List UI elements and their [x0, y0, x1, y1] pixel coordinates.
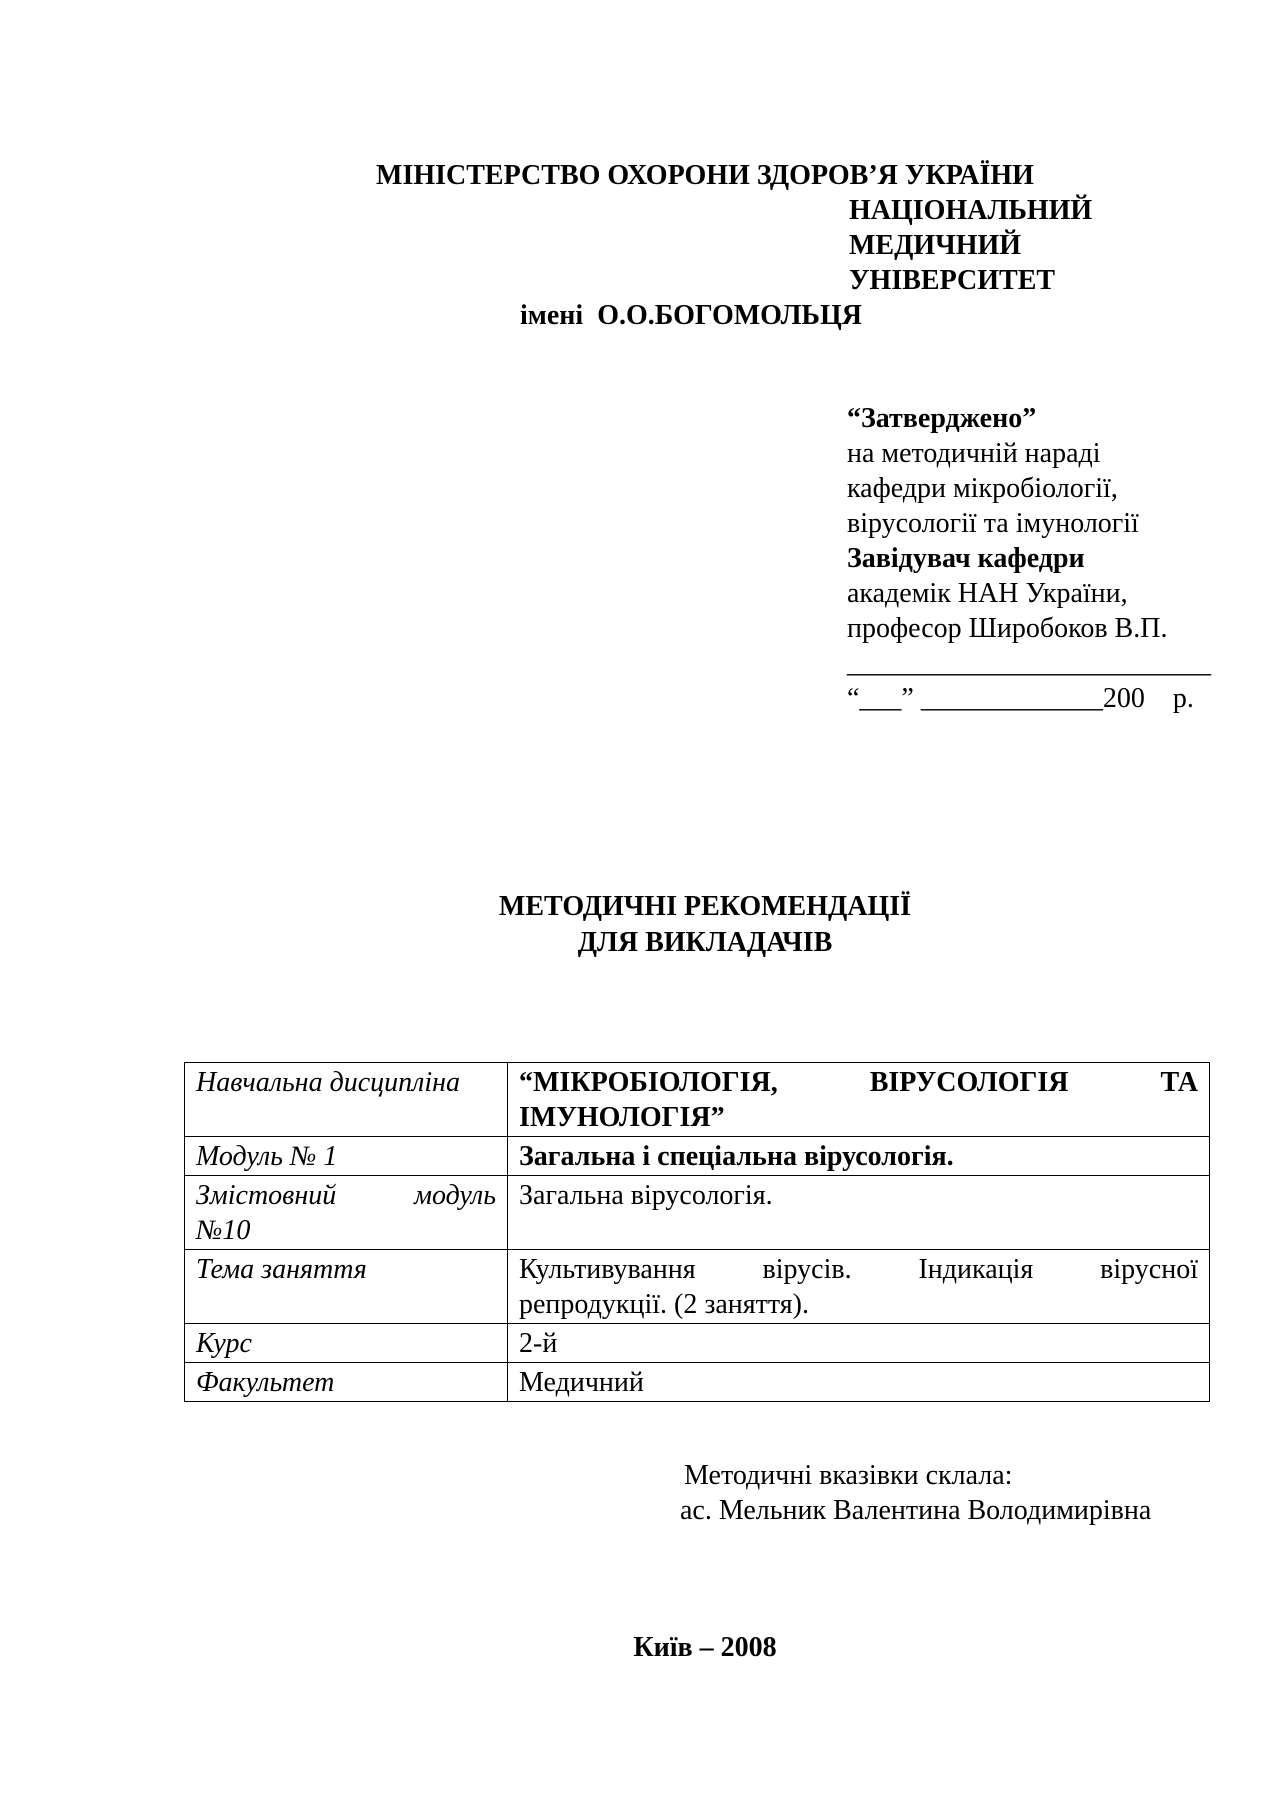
word: вірусної — [1100, 1254, 1198, 1285]
content-module-label — [185, 1176, 508, 1250]
table-row — [185, 1324, 1210, 1363]
approval-line: на методичній нараді — [847, 438, 1101, 469]
course-label: Курс — [185, 1324, 508, 1363]
approval-line: вірусології та імунології — [847, 508, 1139, 539]
signature-line: __________________________ — [847, 648, 1211, 679]
word: ВІРУСОЛОГІЯ — [869, 1067, 1069, 1098]
word: Індикація — [918, 1254, 1034, 1285]
word: Культивування — [519, 1254, 696, 1285]
table-row — [185, 1063, 1210, 1137]
named-after-name: О.О.БОГОМОЛЬЦЯ — [597, 300, 862, 331]
faculty-label: Факультет — [185, 1363, 508, 1402]
discipline-line: ІМУНОЛОГІЯ” — [519, 1102, 725, 1133]
university-line: МЕДИЧНИЙ — [849, 230, 1022, 261]
table-row — [185, 1137, 1210, 1176]
named-after-prefix: імені — [520, 300, 584, 331]
discipline-value — [508, 1063, 1210, 1137]
discipline-line — [519, 1065, 1198, 1100]
author-name: ас. Мельник Валентина Володимирівна — [680, 1495, 1152, 1526]
approval-block — [847, 401, 1211, 716]
city-year: Київ – 2008 — [633, 1632, 777, 1663]
document-title-line: ДЛЯ ВИКЛАДАЧІВ — [577, 927, 833, 958]
university-line: УНІВЕРСИТЕТ — [849, 265, 1056, 296]
faculty-value: Медичний — [508, 1363, 1210, 1402]
university-line: НАЦІОНАЛЬНИЙ — [849, 195, 1093, 226]
table-row — [185, 1363, 1210, 1402]
topic-label: Тема заняття — [185, 1250, 508, 1324]
author-caption: Методичні вказівки склала: — [684, 1460, 1013, 1491]
document-title — [0, 889, 1280, 961]
head-of-department-title: Завідувач кафедри — [847, 543, 1085, 574]
word: вірусів. — [762, 1254, 852, 1285]
ministry-heading: МІНІСТЕРСТВО ОХОРОНИ ЗДОРОВ’Я УКРАЇНИ — [376, 160, 1034, 191]
university-name — [849, 193, 1092, 298]
author-block — [680, 1458, 1151, 1528]
named-after-line — [520, 298, 862, 333]
course-value: 2-й — [508, 1324, 1210, 1363]
topic-line — [519, 1252, 1198, 1287]
word: “МІКРОБІОЛОГІЯ, — [519, 1067, 778, 1098]
module-label: Модуль № 1 — [185, 1137, 508, 1176]
word: ТА — [1160, 1067, 1198, 1098]
head-line: професор Широбоков В.П. — [847, 613, 1168, 644]
content-module-label-line — [196, 1178, 496, 1213]
module-value: Загальна і спеціальна вірусологія. — [508, 1137, 1210, 1176]
table-row — [185, 1250, 1210, 1324]
topic-value — [508, 1250, 1210, 1324]
course-info-table — [184, 1062, 1210, 1402]
approval-date-line: “___” _____________200 р. — [847, 683, 1194, 714]
table-row — [185, 1176, 1210, 1250]
content-module-label-line: №10 — [196, 1215, 251, 1246]
content-module-value: Загальна вірусологія. — [508, 1176, 1210, 1250]
document-title-line: МЕТОДИЧНІ РЕКОМЕНДАЦІЇ — [498, 891, 912, 922]
discipline-label: Навчальна дисципліна — [185, 1063, 508, 1137]
approval-title: “Затверджено” — [847, 403, 1037, 434]
topic-line: репродукції. (2 заняття). — [519, 1289, 809, 1320]
head-line: академік НАН України, — [847, 578, 1128, 609]
word: модуль — [414, 1180, 496, 1211]
approval-line: кафедри мікробіології, — [847, 473, 1118, 504]
word: Змістовний — [196, 1180, 337, 1211]
